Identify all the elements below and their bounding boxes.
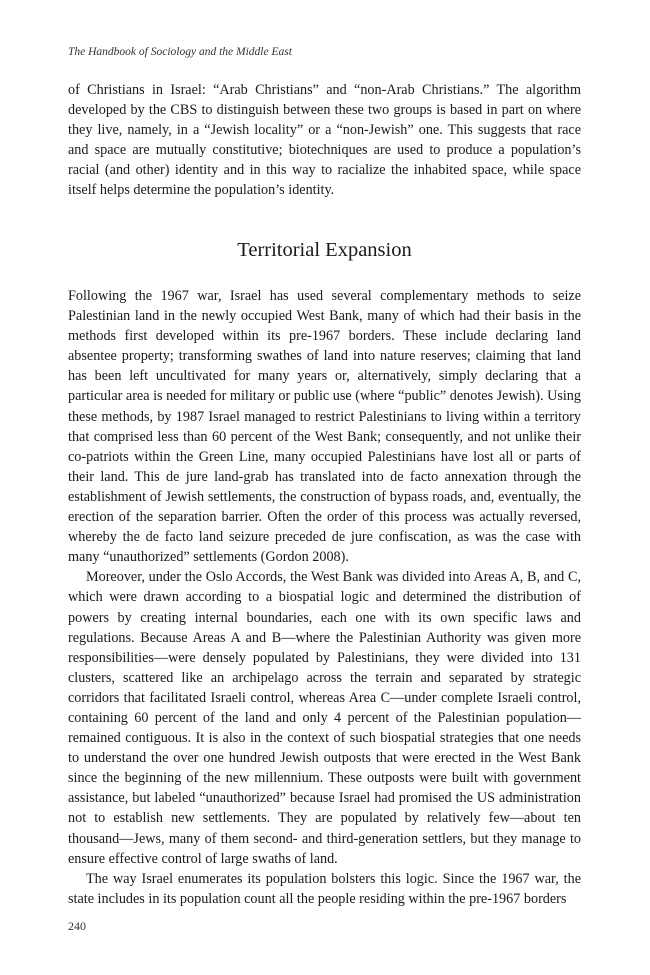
section-heading: Territorial Expansion [237,239,412,261]
body-paragraph-1: Following the 1967 war, Israel has used several complementary methods to seize Palestinian land in the newly occupied West Bank, many of which had their basis in the methods first developed within its pre-1967 borders. These include declaring land absentee property; transforming swathes of land into nature reserves; claiming that land has been left uncultivated for many years or, alternatively, simply declaring that a particular area is needed for military or public use (where “public” denotes Jewish). Using these methods, by 1987 Israel managed to restrict Palestinians to living within a territory that comprised less than 60 percent of the West Bank; consequently, and not unlike their co-patriots within the Green Line, many occupied Palestinians have lost all or parts of their land. This de jure land-grab has translated into de facto annexation through the establishment of Jewish settlements, the construction of bypass roads, and, eventually, the erection of the separation barrier. Often the order of this process was actually reversed, whereby the de facto land seizure preceded de jure confiscation, as was the case with many “unauthorized” settlements (Gordon 2008). [68,288,581,566]
page-number: 240 [68,919,86,933]
intro-paragraph: of Christians in Israel: “Arab Christians” and “non-Arab Christians.” The algorithm developed by the CBS to distinguish between these two groups is based in part on where they live, namely, in a “Jewish locality” or a “non-Jewish” one. This suggests that race and space are mutually constitutive; biotechniques are used to produce a population’s racial (and other) identity and in this way to racialize the inhabited space, while space itself helps determine the population’s identity. [68,82,581,199]
body-paragraph-3: The way Israel enumerates its population bolsters this logic. Since the 1967 war, the state includes in its population count all the people residing within the pre-1967 borders [68,870,581,907]
main-text-block [68,286,581,909]
running-head: The Handbook of Sociology and the Middle East [68,46,292,58]
body-paragraph-2: Moreover, under the Oslo Accords, the West Bank was divided into Areas A, B, and C, which were drawn according to a biospatial logic and determined the distribution of powers by creating internal boundaries, each one with its own specific laws and regulations. Because Areas A and B—where the Palestinian Authority was given more responsibilities—were densely populated by Palestinians, they were divided into 131 clusters, scattered like an archipelago across the terrain and separated by strategic corridors that facilitated Israeli control, whereas Area C—under complete Israeli control, containing 60 percent of the land and only 4 percent of the Palestinian population—remained contiguous. It is also in the context of such biospatial strategies that one needs to understand the over one hundred Jewish outposts that were erected in the West Bank since the beginning of the new millennium. These outposts were built with government assistance, but labeled “unauthorized” because Israel had promised the US administration not to establish new settlements. They are populated by relatively few—about ten thousand—Jews, many of them second- and third-generation settlers, but they manage to ensure effective control of large swaths of land. [68,569,581,867]
intro-text-block [68,80,581,201]
